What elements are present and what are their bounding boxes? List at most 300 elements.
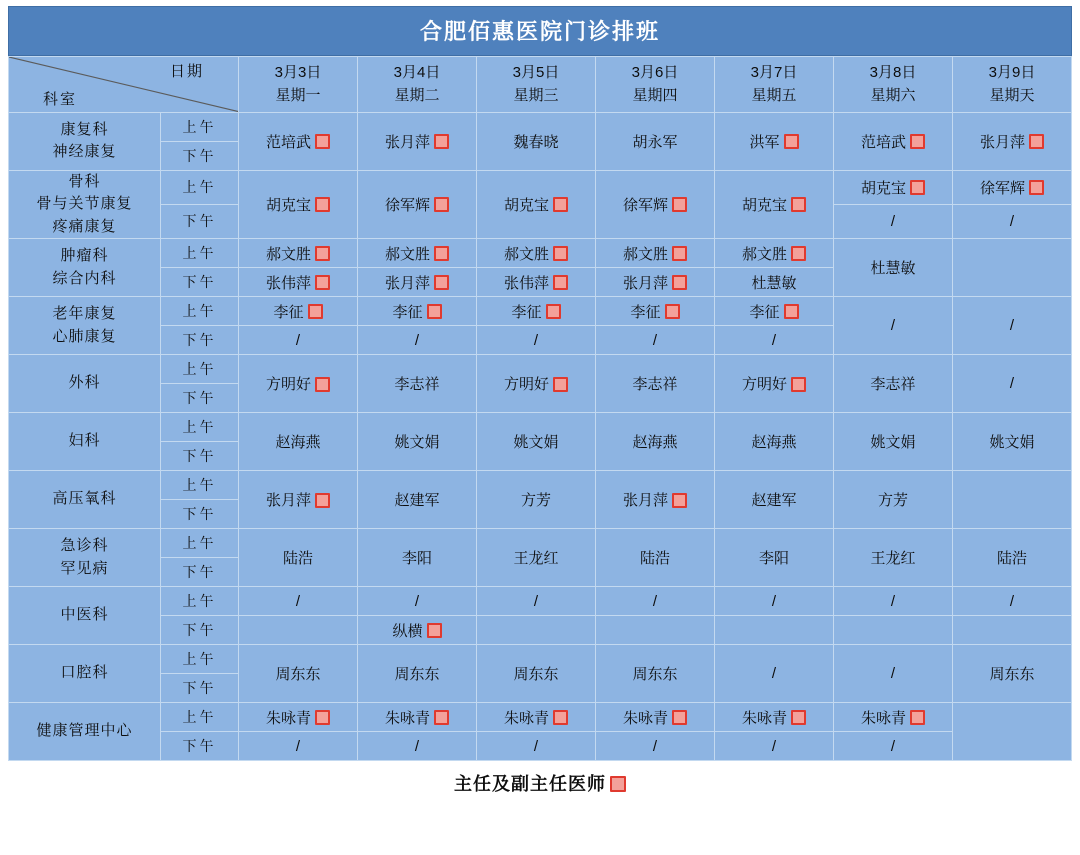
senior-doctor-marker-icon (434, 710, 449, 725)
schedule-cell (596, 703, 715, 732)
schedule-cell (953, 204, 1072, 238)
department-cell (9, 703, 161, 761)
department-cell (9, 170, 161, 239)
schedule-cell (953, 112, 1072, 170)
schedule-cell (477, 529, 596, 587)
schedule-cell (239, 413, 358, 471)
day-weekday: 星期六 (870, 87, 916, 105)
period-label-pm: 下午 (161, 442, 239, 471)
senior-doctor-marker-icon (784, 304, 799, 319)
schedule-cell (477, 471, 596, 529)
senior-doctor-marker-icon (1029, 180, 1044, 195)
no-clinic-mark: / (414, 331, 420, 349)
schedule-cell (596, 170, 715, 239)
schedule-cell (715, 355, 834, 413)
schedule-cell (834, 703, 953, 732)
department-cell (9, 413, 161, 471)
department-line: 高压氧科 (52, 490, 117, 508)
department-cell (9, 645, 161, 703)
schedule-cell (477, 297, 596, 326)
no-clinic-mark: / (533, 331, 539, 349)
period-label-pm: 下午 (161, 141, 239, 170)
schedule-cell (477, 170, 596, 239)
no-clinic-mark: / (890, 212, 896, 230)
schedule-cell (358, 297, 477, 326)
period-label-pm: 下午 (161, 500, 239, 529)
doctor-name: 朱咏青 (265, 709, 311, 727)
schedule-cell (358, 529, 477, 587)
doctor-name: 周东东 (989, 666, 1035, 683)
schedule-cell (953, 471, 1072, 529)
period-label-am: 上午 (161, 297, 239, 326)
schedule-cell (715, 471, 834, 529)
department-line: 健康管理中心 (36, 722, 133, 740)
senior-doctor-marker-icon (910, 180, 925, 195)
schedule-cell (834, 616, 953, 645)
schedule-cell (715, 587, 834, 616)
senior-doctor-marker-icon (910, 134, 925, 149)
doctor-name: 陆浩 (996, 550, 1027, 567)
schedule-cell (953, 239, 1072, 297)
doctor-name: 赵海燕 (751, 434, 797, 451)
doctor-name: 王龙红 (870, 550, 916, 567)
doctor-name: 李志祥 (632, 376, 678, 393)
day-weekday: 星期五 (751, 87, 797, 105)
day-weekday: 星期三 (513, 87, 559, 105)
period-label-am: 上午 (161, 529, 239, 558)
schedule-cell (239, 355, 358, 413)
schedule-cell (239, 587, 358, 616)
doctor-name: 姚文娟 (870, 434, 916, 451)
senior-doctor-marker-icon (315, 377, 330, 392)
department-line: 疼痛康复 (52, 217, 117, 235)
schedule-cell (239, 645, 358, 703)
doctor-name: 李征 (511, 303, 542, 321)
schedule-cell (834, 170, 953, 204)
schedule-cell (477, 239, 596, 268)
doctor-name: 李志祥 (870, 376, 916, 393)
schedule-cell (239, 616, 358, 645)
schedule-cell (239, 239, 358, 268)
schedule-cell (596, 112, 715, 170)
schedule-cell (239, 268, 358, 297)
senior-doctor-marker-icon (672, 710, 687, 725)
doctor-name: 杜慧敏 (751, 274, 797, 292)
doctor-name: 方芳 (520, 492, 551, 509)
no-clinic-mark: / (652, 737, 658, 755)
schedule-cell (596, 529, 715, 587)
department-line: 康复科 (60, 120, 109, 138)
senior-doctor-marker-icon (665, 304, 680, 319)
schedule-cell (953, 170, 1072, 204)
senior-doctor-marker-icon (910, 710, 925, 725)
doctor-name: 徐军辉 (979, 179, 1025, 197)
period-label-pm: 下午 (161, 558, 239, 587)
senior-doctor-marker-icon (315, 246, 330, 261)
day-weekday: 星期天 (989, 87, 1035, 105)
schedule-cell (358, 239, 477, 268)
schedule-cell (239, 326, 358, 355)
schedule-cell (834, 413, 953, 471)
period-label-am: 上午 (161, 587, 239, 616)
senior-doctor-marker-icon (315, 197, 330, 212)
no-clinic-mark: / (771, 737, 777, 755)
doctor-name: 张月萍 (979, 133, 1025, 151)
no-clinic-mark: / (295, 737, 301, 755)
doctor-name: 朱咏青 (384, 709, 430, 727)
schedule-cell (953, 703, 1072, 761)
department-cell (9, 587, 161, 645)
schedule-cell (358, 732, 477, 761)
doctor-name: 王龙红 (513, 550, 559, 567)
department-line: 妇科 (68, 432, 101, 450)
doctor-name: 魏春晓 (513, 133, 559, 151)
no-clinic-mark: / (652, 331, 658, 349)
senior-doctor-marker-icon (553, 246, 568, 261)
doctor-name: 胡克宝 (860, 179, 906, 197)
schedule-cell (358, 703, 477, 732)
doctor-name: 胡克宝 (265, 196, 311, 214)
schedule-cell (953, 413, 1072, 471)
schedule-cell (596, 355, 715, 413)
schedule-cell (715, 732, 834, 761)
department-line: 外科 (68, 374, 101, 392)
senior-doctor-marker-icon (434, 134, 449, 149)
schedule-cell (715, 529, 834, 587)
senior-doctor-marker-icon (672, 197, 687, 212)
doctor-name: 陆浩 (639, 550, 670, 567)
department-line: 老年康复 (52, 305, 117, 322)
department-line: 罕见病 (60, 559, 109, 577)
doctor-name: 张月萍 (622, 274, 668, 292)
schedule-cell (715, 112, 834, 170)
header-corner-cell (9, 57, 239, 113)
schedule-cell (239, 703, 358, 732)
doctor-name: 赵海燕 (632, 434, 678, 451)
doctor-name: 范培武 (265, 133, 311, 151)
doctor-name: 胡克宝 (503, 196, 549, 214)
department-cell (9, 471, 161, 529)
schedule-cell (596, 268, 715, 297)
header-day-1 (239, 57, 358, 113)
schedule-cell (596, 616, 715, 645)
no-clinic-mark: / (1009, 212, 1015, 230)
period-label-am: 上午 (161, 471, 239, 500)
schedule-cell (358, 471, 477, 529)
schedule-cell (715, 297, 834, 326)
period-label-am: 上午 (161, 239, 239, 268)
senior-doctor-marker-icon (315, 134, 330, 149)
schedule-cell (715, 645, 834, 703)
schedule-table (8, 56, 1072, 761)
schedule-cell (715, 413, 834, 471)
schedule-cell (834, 239, 953, 297)
doctor-name: 周东东 (394, 666, 440, 683)
no-clinic-mark: / (414, 592, 420, 610)
senior-doctor-marker-icon (315, 493, 330, 508)
schedule-cell (596, 645, 715, 703)
header-day-3 (477, 57, 596, 113)
doctor-name: 徐军辉 (622, 196, 668, 214)
doctor-name: 方明好 (265, 376, 311, 393)
no-clinic-mark: / (890, 665, 896, 682)
schedule-cell (596, 587, 715, 616)
no-clinic-mark: / (771, 331, 777, 349)
doctor-name: 胡克宝 (741, 196, 787, 214)
period-label-am: 上午 (161, 703, 239, 732)
schedule-cell (715, 703, 834, 732)
senior-doctor-marker-icon (434, 246, 449, 261)
header-day-2 (358, 57, 477, 113)
no-clinic-mark: / (1009, 375, 1015, 392)
schedule-cell (239, 112, 358, 170)
senior-doctor-marker-icon (553, 710, 568, 725)
department-cell (9, 355, 161, 413)
header-day-4 (596, 57, 715, 113)
doctor-name: 李志祥 (394, 376, 440, 393)
senior-doctor-marker-icon (546, 304, 561, 319)
schedule-cell (953, 297, 1072, 355)
period-label-pm: 下午 (161, 674, 239, 703)
doctor-name: 纵横 (392, 622, 423, 640)
schedule-cell (358, 112, 477, 170)
schedule-cell (834, 529, 953, 587)
period-label-pm: 下午 (161, 268, 239, 297)
schedule-cell (477, 326, 596, 355)
no-clinic-mark: / (533, 737, 539, 755)
period-label-am: 上午 (161, 170, 239, 204)
schedule-cell (596, 297, 715, 326)
senior-doctor-marker-icon (610, 776, 626, 792)
no-clinic-mark: / (771, 592, 777, 610)
schedule-cell (358, 170, 477, 239)
schedule-cell (477, 268, 596, 297)
senior-doctor-marker-icon (791, 246, 806, 261)
legend-label: 主任及副主任医师 (454, 774, 606, 794)
doctor-name: 李征 (630, 303, 661, 321)
schedule-cell (477, 703, 596, 732)
schedule-cell (715, 170, 834, 239)
header-day-6 (834, 57, 953, 113)
doctor-name: 郝文胜 (622, 245, 668, 263)
schedule-cell (477, 112, 596, 170)
doctor-name: 郝文胜 (384, 245, 430, 263)
doctor-name: 赵建军 (394, 492, 440, 509)
senior-doctor-marker-icon (434, 275, 449, 290)
schedule-cell (239, 471, 358, 529)
no-clinic-mark: / (771, 665, 777, 682)
schedule-cell (477, 355, 596, 413)
doctor-name: 李征 (392, 303, 423, 321)
schedule-cell (834, 297, 953, 355)
header-dept-label: 科室 (43, 90, 78, 108)
schedule-cell (834, 645, 953, 703)
schedule-cell (834, 471, 953, 529)
no-clinic-mark: / (890, 737, 896, 755)
department-line: 急诊科 (60, 537, 109, 554)
schedule-cell (358, 413, 477, 471)
senior-doctor-marker-icon (672, 275, 687, 290)
schedule-cell (596, 326, 715, 355)
doctor-name: 方明好 (741, 376, 787, 393)
day-date: 3月7日 (750, 64, 798, 81)
senior-doctor-marker-icon (427, 623, 442, 638)
doctor-name: 李阳 (401, 550, 432, 567)
doctor-name: 张月萍 (384, 133, 430, 151)
no-clinic-mark: / (1009, 317, 1015, 334)
no-clinic-mark: / (890, 317, 896, 334)
department-line: 心肺康复 (52, 327, 117, 345)
schedule-cell (358, 326, 477, 355)
period-label-pm: 下午 (161, 204, 239, 238)
department-line: 骨与关节康复 (36, 195, 133, 212)
doctor-name: 张月萍 (622, 492, 668, 509)
schedule-cell (358, 355, 477, 413)
schedule-cell (239, 732, 358, 761)
department-line: 中医科 (60, 606, 109, 624)
department-line: 口腔科 (60, 664, 109, 682)
doctor-name: 姚文娟 (513, 434, 559, 451)
doctor-name: 张月萍 (384, 274, 430, 292)
doctor-name: 周东东 (513, 666, 559, 683)
legend-footer (8, 761, 1072, 796)
period-label-am: 上午 (161, 645, 239, 674)
schedule-cell (953, 587, 1072, 616)
day-date: 3月9日 (988, 64, 1036, 81)
doctor-name: 赵建军 (751, 492, 797, 509)
schedule-cell (239, 170, 358, 239)
schedule-cell (477, 732, 596, 761)
doctor-name: 李征 (273, 303, 304, 321)
day-weekday: 星期二 (394, 87, 440, 105)
period-label-pm: 下午 (161, 732, 239, 761)
schedule-cell (834, 732, 953, 761)
doctor-name: 赵海燕 (275, 434, 321, 451)
no-clinic-mark: / (414, 737, 420, 755)
senior-doctor-marker-icon (308, 304, 323, 319)
schedule-cell (834, 204, 953, 238)
department-cell (9, 239, 161, 297)
day-weekday: 星期四 (632, 87, 678, 105)
schedule-cell (715, 239, 834, 268)
period-label-am: 上午 (161, 355, 239, 384)
doctor-name: 朱咏青 (503, 709, 549, 727)
department-cell (9, 297, 161, 355)
doctor-name: 方芳 (877, 492, 908, 509)
senior-doctor-marker-icon (553, 377, 568, 392)
schedule-cell (358, 616, 477, 645)
schedule-cell (239, 297, 358, 326)
period-label-am: 上午 (161, 413, 239, 442)
period-label-pm: 下午 (161, 616, 239, 645)
schedule-cell (596, 239, 715, 268)
senior-doctor-marker-icon (315, 710, 330, 725)
doctor-name: 张伟萍 (265, 274, 311, 292)
schedule-cell (953, 645, 1072, 703)
doctor-name: 陆浩 (282, 550, 313, 567)
doctor-name: 周东东 (275, 666, 321, 683)
schedule-cell (596, 471, 715, 529)
schedule-cell (596, 413, 715, 471)
schedule-cell (953, 355, 1072, 413)
doctor-name: 朱咏青 (860, 709, 906, 727)
period-label-pm: 下午 (161, 326, 239, 355)
department-cell (9, 529, 161, 587)
senior-doctor-marker-icon (427, 304, 442, 319)
schedule-cell (477, 413, 596, 471)
header-day-7 (953, 57, 1072, 113)
no-clinic-mark: / (890, 592, 896, 610)
no-clinic-mark: / (1009, 592, 1015, 610)
schedule-cell (834, 355, 953, 413)
senior-doctor-marker-icon (791, 197, 806, 212)
schedule-cell (834, 112, 953, 170)
header-date-label: 日期 (169, 63, 204, 80)
doctor-name: 朱咏青 (622, 709, 668, 727)
senior-doctor-marker-icon (553, 197, 568, 212)
department-line: 神经康复 (52, 143, 117, 160)
senior-doctor-marker-icon (672, 493, 687, 508)
schedule-cell (477, 587, 596, 616)
schedule-cell (834, 587, 953, 616)
doctor-name: 张伟萍 (503, 274, 549, 292)
no-clinic-mark: / (295, 592, 301, 610)
doctor-name: 洪军 (749, 133, 780, 151)
doctor-name: 姚文娟 (989, 434, 1035, 451)
senior-doctor-marker-icon (784, 134, 799, 149)
no-clinic-mark: / (295, 331, 301, 349)
schedule-cell (953, 529, 1072, 587)
doctor-name: 杜慧敏 (870, 260, 916, 277)
senior-doctor-marker-icon (672, 246, 687, 261)
department-cell (9, 112, 161, 170)
no-clinic-mark: / (652, 592, 658, 610)
schedule-cell (715, 616, 834, 645)
schedule-cell (239, 529, 358, 587)
schedule-cell (358, 645, 477, 703)
senior-doctor-marker-icon (1029, 134, 1044, 149)
doctor-name: 张月萍 (265, 492, 311, 509)
senior-doctor-marker-icon (434, 197, 449, 212)
doctor-name: 徐军辉 (384, 196, 430, 214)
schedule-cell (477, 616, 596, 645)
day-date: 3月6日 (631, 64, 679, 81)
no-clinic-mark: / (533, 592, 539, 610)
department-line: 综合内科 (52, 269, 117, 287)
schedule-cell (715, 268, 834, 297)
schedule-cell (715, 326, 834, 355)
day-weekday: 星期一 (275, 87, 321, 105)
doctor-name: 郝文胜 (265, 245, 311, 263)
doctor-name: 方明好 (503, 376, 549, 393)
period-label-am: 上午 (161, 112, 239, 141)
doctor-name: 李征 (749, 303, 780, 321)
day-date: 3月8日 (869, 64, 917, 81)
doctor-name: 胡永军 (632, 133, 678, 151)
doctor-name: 周东东 (632, 666, 678, 683)
senior-doctor-marker-icon (553, 275, 568, 290)
schedule-cell (953, 616, 1072, 645)
header-day-5 (715, 57, 834, 113)
doctor-name: 郝文胜 (503, 245, 549, 263)
doctor-name: 范培武 (860, 133, 906, 151)
schedule-cell (596, 732, 715, 761)
page-title: 合肥佰惠医院门诊排班 (8, 6, 1072, 56)
doctor-name: 姚文娟 (394, 434, 440, 451)
senior-doctor-marker-icon (315, 275, 330, 290)
senior-doctor-marker-icon (791, 377, 806, 392)
period-label-pm: 下午 (161, 384, 239, 413)
